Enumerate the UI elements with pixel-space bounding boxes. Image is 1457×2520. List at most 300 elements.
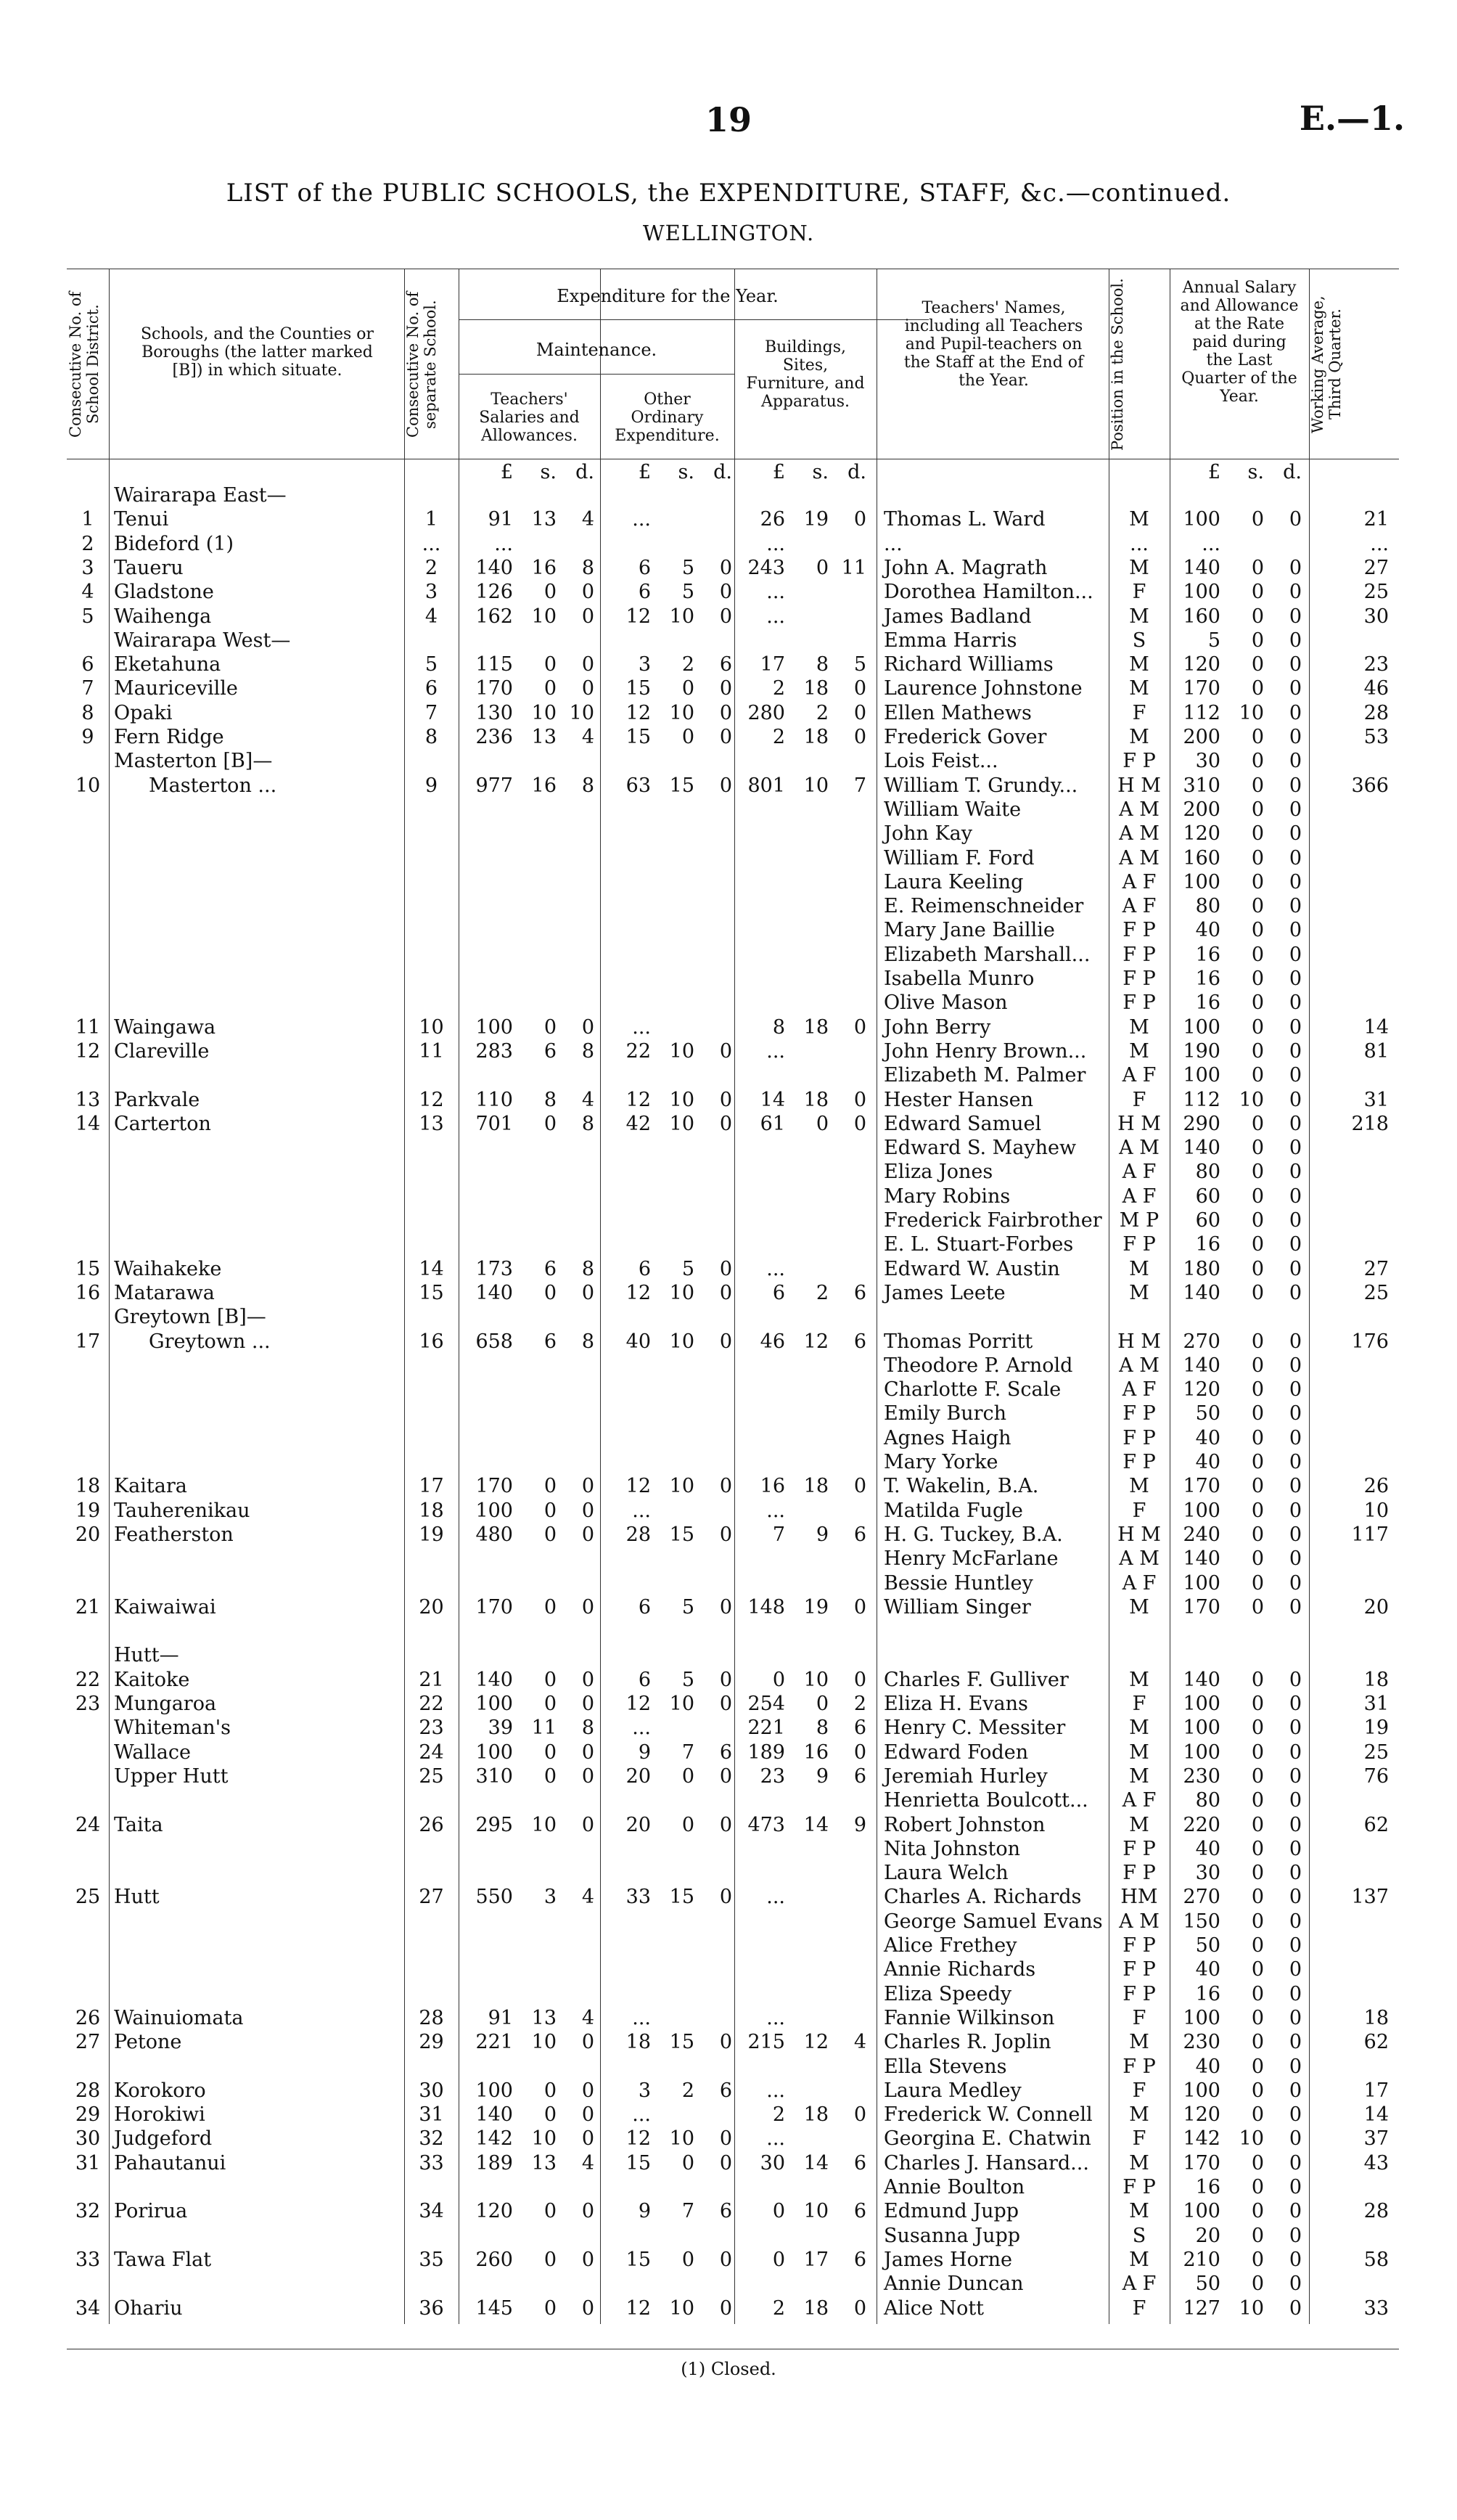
- position: F: [1132, 701, 1146, 724]
- amount-pence: 6: [853, 2151, 866, 2175]
- separate-no: 8: [424, 726, 438, 748]
- separate-no: 27: [419, 1886, 444, 1909]
- school-name: Wainuiomata: [114, 2006, 244, 2029]
- amount-pence: 0: [719, 1088, 732, 1111]
- school-name: Clareville: [114, 1039, 210, 1063]
- separate-no: 15: [419, 1281, 444, 1304]
- amount-shillings: 10: [669, 1330, 694, 1353]
- amount-pounds: 50: [1195, 1934, 1220, 1957]
- district-no: 18: [75, 1475, 101, 1498]
- amount-pence: 0: [581, 677, 594, 700]
- amount-pounds: 17: [760, 653, 785, 676]
- amount-pounds: 200: [1183, 726, 1220, 748]
- separate-no: 4: [424, 605, 438, 628]
- separate-no: 9: [424, 774, 438, 797]
- amount-shillings: 0: [1251, 943, 1264, 966]
- amount-pounds: 295: [475, 1813, 513, 1836]
- amount-shillings: 0: [1251, 2006, 1264, 2029]
- amount-shillings: 0: [1251, 677, 1264, 700]
- amount-pence: 6: [853, 1764, 866, 1788]
- teacher-name: William F. Ford: [884, 846, 1035, 870]
- amount-pence: 0: [853, 1740, 866, 1764]
- schools-table: [67, 269, 1399, 2324]
- position: M: [1129, 1257, 1149, 1280]
- amount-pounds: 140: [475, 2103, 513, 2127]
- amount-shillings: 0: [1251, 846, 1264, 870]
- amount-shillings: 0: [681, 2248, 694, 2271]
- teacher-name: Fannie Wilkinson: [884, 2006, 1055, 2029]
- amount-shillings: 0: [1251, 1064, 1264, 1087]
- amount-pounds: 240: [1183, 1523, 1220, 1546]
- teacher-name: Georgina E. Chatwin: [884, 2127, 1091, 2151]
- amount-pounds: 16: [1195, 1982, 1220, 2005]
- separate-no: 20: [419, 1595, 444, 1619]
- position: F P: [1122, 750, 1156, 773]
- amount-pence: 0: [719, 1886, 732, 1909]
- position: F P: [1122, 1958, 1156, 1981]
- working-average: 31: [1363, 1693, 1389, 1715]
- amount-pence: 0: [853, 1475, 866, 1498]
- amount-pence: 0: [719, 1475, 732, 1498]
- position: F P: [1122, 919, 1156, 942]
- amount-shillings: 17: [803, 2248, 829, 2271]
- amount-pounds: 100: [1183, 1015, 1220, 1039]
- district-no: 31: [75, 2151, 101, 2175]
- teacher-name: Edward S. Mayhew: [884, 1137, 1077, 1160]
- amount-pounds: ...: [632, 2103, 651, 2127]
- amount-pence: 0: [1289, 629, 1302, 652]
- teacher-name: Lois Feist...: [884, 750, 998, 773]
- amount-pounds: 658: [475, 1330, 513, 1353]
- amount-shillings: 18: [803, 1475, 829, 1498]
- school-name: Petone: [114, 2031, 182, 2054]
- amount-pounds: 120: [1183, 822, 1220, 846]
- amount-shillings: 0: [1251, 1015, 1264, 1039]
- amount-pounds: 290: [1183, 1112, 1220, 1135]
- position: F: [1132, 2079, 1146, 2102]
- header-expenditure: Expenditure for the Year.: [557, 286, 779, 306]
- teacher-name: Theodore P. Arnold: [884, 1354, 1073, 1377]
- amount-pounds: 16: [1195, 968, 1220, 990]
- amount-pence: 0: [719, 1257, 732, 1280]
- amount-pounds: 18: [625, 2031, 651, 2054]
- district-no: 22: [75, 1668, 101, 1691]
- amount-pounds: 140: [1183, 1137, 1220, 1160]
- working-average: 62: [1363, 2031, 1389, 2054]
- amount-pence: 0: [1289, 774, 1302, 797]
- working-average: 62: [1363, 1813, 1389, 1836]
- amount-pounds: 142: [475, 2127, 513, 2151]
- amount-pence: 0: [719, 1281, 732, 1304]
- teacher-name: Isabella Munro: [884, 968, 1035, 990]
- amount-shillings: 12: [803, 1330, 829, 1353]
- amount-shillings: 10: [669, 605, 694, 628]
- amount-shillings: 0: [543, 1595, 557, 1619]
- amount-pounds: 100: [1183, 1740, 1220, 1764]
- amount-pounds: 6: [638, 581, 651, 604]
- amount-pounds: 9: [638, 1740, 651, 1764]
- amount-shillings: 13: [531, 508, 557, 531]
- separate-no: 13: [419, 1112, 444, 1135]
- amount-pounds: 33: [625, 1886, 651, 1909]
- amount-shillings: 0: [1251, 968, 1264, 990]
- amount-shillings: 15: [669, 1886, 694, 1909]
- amount-pence: 0: [719, 1039, 732, 1063]
- amount-shillings: 0: [816, 1693, 829, 1715]
- position: M: [1129, 1740, 1149, 1764]
- amount-pounds: ...: [494, 532, 513, 555]
- separate-no: 14: [419, 1257, 444, 1280]
- teacher-name: Edward Samuel: [884, 1112, 1042, 1135]
- separate-no: 6: [424, 677, 438, 700]
- district-no: 26: [75, 2006, 101, 2029]
- teacher-name: Laura Medley: [884, 2079, 1022, 2102]
- amount-shillings: 5: [681, 556, 694, 579]
- amount-shillings: 10: [531, 605, 557, 628]
- amount-shillings: 0: [1251, 653, 1264, 676]
- amount-pounds: 0: [772, 1668, 785, 1691]
- working-average: 19: [1363, 1717, 1389, 1740]
- position: F P: [1122, 943, 1156, 966]
- amount-pence: 0: [1289, 508, 1302, 531]
- amount-pence: 0: [1289, 1451, 1302, 1473]
- position: F: [1132, 2127, 1146, 2151]
- district-no: 25: [75, 1886, 101, 1909]
- position: ...: [1130, 532, 1149, 555]
- amount-shillings: 11: [531, 1717, 557, 1740]
- amount-pounds: 160: [1183, 846, 1220, 870]
- amount-pence: 0: [1289, 1595, 1302, 1619]
- position: M: [1129, 2248, 1149, 2271]
- teacher-name: John Berry: [884, 1015, 991, 1039]
- amount-shillings: 13: [531, 2006, 557, 2029]
- amount-pence: 0: [1289, 895, 1302, 918]
- amount-pounds: ...: [632, 1015, 651, 1039]
- amount-shillings: 0: [1251, 1185, 1264, 1208]
- teacher-name: Edward Foden: [884, 1740, 1029, 1764]
- teacher-name: James Leete: [884, 1281, 1006, 1304]
- amount-pounds: 230: [1183, 2031, 1220, 2054]
- amount-shillings: 10: [669, 2127, 694, 2151]
- amount-pounds: 15: [625, 2151, 651, 2175]
- amount-shillings: 0: [681, 1764, 694, 1788]
- amount-pounds: 140: [475, 556, 513, 579]
- amount-shillings: 0: [543, 1740, 557, 1764]
- amount-shillings: 10: [531, 2031, 557, 2054]
- school-name: Tauherenikau: [114, 1499, 250, 1522]
- position: S: [1132, 2224, 1146, 2247]
- school-name: Kaitoke: [114, 1668, 190, 1691]
- district-no: 17: [75, 1330, 101, 1353]
- amount-pounds: 2: [772, 677, 785, 700]
- position: F: [1132, 2296, 1146, 2320]
- amount-pounds: 100: [1183, 1693, 1220, 1715]
- page-number: 19: [705, 100, 752, 139]
- lsd-header-pounds: £: [772, 461, 785, 483]
- amount-pence: 0: [1289, 943, 1302, 966]
- amount-pence: 0: [581, 1281, 594, 1304]
- amount-pence: 0: [1289, 1571, 1302, 1595]
- amount-pence: 9: [853, 1813, 866, 1836]
- amount-pence: 8: [581, 1112, 594, 1135]
- school-name: Tawa Flat: [114, 2248, 212, 2271]
- working-average: 25: [1363, 1740, 1389, 1764]
- amount-pounds: 30: [1195, 750, 1220, 773]
- lsd-header-pence: d.: [847, 461, 866, 483]
- amount-pence: 0: [1289, 2127, 1302, 2151]
- teacher-name: Laura Welch: [884, 1862, 1009, 1885]
- page-subtitle: WELLINGTON.: [642, 221, 815, 245]
- district-no: 12: [75, 1039, 101, 1063]
- amount-pence: 0: [719, 1693, 732, 1715]
- teacher-name: Henry C. Messiter: [884, 1717, 1066, 1740]
- amount-pence: 6: [853, 2248, 866, 2271]
- amount-shillings: 0: [1251, 1451, 1264, 1473]
- amount-pounds: 230: [1183, 1764, 1220, 1788]
- working-average: ...: [1370, 532, 1389, 555]
- amount-pounds: 140: [1183, 1281, 1220, 1304]
- district-no: 13: [75, 1088, 101, 1111]
- amount-pence: 6: [853, 1281, 866, 1304]
- amount-shillings: 0: [543, 2103, 557, 2127]
- amount-pounds: 39: [488, 1717, 513, 1740]
- position: F: [1132, 1693, 1146, 1715]
- position: M: [1129, 1015, 1149, 1039]
- school-name: Hutt—: [114, 1644, 179, 1667]
- amount-pence: 4: [853, 2031, 866, 2054]
- amount-pence: 6: [719, 653, 732, 676]
- amount-pounds: 6: [638, 556, 651, 579]
- position: A M: [1119, 1547, 1160, 1571]
- amount-shillings: 9: [816, 1523, 829, 1546]
- amount-shillings: 18: [803, 726, 829, 748]
- amount-pounds: 270: [1183, 1330, 1220, 1353]
- school-name: Pahautanui: [114, 2151, 226, 2175]
- amount-shillings: 0: [543, 1523, 557, 1546]
- amount-pounds: 150: [1183, 1910, 1220, 1933]
- amount-pence: 0: [1289, 822, 1302, 846]
- lsd-header-shillings: s.: [678, 461, 694, 483]
- working-average: 46: [1363, 677, 1389, 700]
- amount-pence: 0: [1289, 1837, 1302, 1860]
- school-name: Taueru: [114, 556, 184, 579]
- teacher-name: Emma Harris: [884, 629, 1017, 652]
- amount-pounds: 12: [625, 1281, 651, 1304]
- position: A F: [1122, 1789, 1157, 1812]
- amount-pounds: 40: [1195, 1451, 1220, 1473]
- amount-shillings: 0: [681, 677, 694, 700]
- amount-shillings: 0: [1251, 1257, 1264, 1280]
- separate-no: 10: [419, 1015, 444, 1039]
- amount-shillings: 13: [531, 2151, 557, 2175]
- amount-shillings: 5: [681, 1595, 694, 1619]
- amount-shillings: 10: [669, 1281, 694, 1304]
- amount-pence: 2: [853, 1693, 866, 1715]
- amount-pounds: 180: [1183, 1257, 1220, 1280]
- separate-no: 5: [424, 653, 438, 676]
- amount-pounds: 254: [747, 1693, 785, 1715]
- amount-pounds: 28: [625, 1523, 651, 1546]
- amount-pence: 0: [1289, 1354, 1302, 1377]
- amount-pounds: ...: [766, 1257, 785, 1280]
- amount-pounds: 15: [625, 726, 651, 748]
- amount-pounds: 12: [625, 1475, 651, 1498]
- separate-no: 24: [419, 1740, 444, 1764]
- lsd-header-pounds: £: [638, 461, 651, 483]
- separate-no: 33: [419, 2151, 444, 2175]
- district-no: 4: [81, 581, 94, 604]
- amount-shillings: 0: [1251, 556, 1264, 579]
- amount-pence: 0: [1289, 2296, 1302, 2320]
- working-average: 30: [1363, 605, 1389, 628]
- district-no: 29: [75, 2103, 101, 2127]
- teacher-name: Matilda Fugle: [884, 1499, 1023, 1522]
- teacher-name: Mary Jane Baillie: [884, 919, 1055, 942]
- position: A M: [1119, 846, 1160, 870]
- amount-pounds: 6: [772, 1281, 785, 1304]
- amount-pounds: 20: [625, 1764, 651, 1788]
- amount-pence: 0: [719, 677, 732, 700]
- amount-pence: 0: [1289, 677, 1302, 700]
- district-no: 11: [75, 1015, 101, 1039]
- amount-pounds: 100: [1183, 508, 1220, 531]
- amount-shillings: 16: [531, 556, 557, 579]
- district-no: 6: [81, 653, 94, 676]
- amount-pounds: 50: [1195, 2272, 1220, 2296]
- position: M: [1129, 1764, 1149, 1788]
- amount-shillings: 18: [803, 2296, 829, 2320]
- amount-pounds: 12: [625, 701, 651, 724]
- amount-pounds: 60: [1195, 1185, 1220, 1208]
- district-no: 32: [75, 2200, 101, 2223]
- amount-shillings: 0: [1251, 1837, 1264, 1860]
- amount-pounds: 221: [475, 2031, 513, 2054]
- amount-pounds: 16: [760, 1475, 785, 1498]
- position: A F: [1122, 1571, 1157, 1595]
- amount-pounds: 2: [772, 2103, 785, 2127]
- amount-shillings: 18: [803, 2103, 829, 2127]
- separate-no: 22: [419, 1693, 444, 1715]
- amount-pence: 0: [719, 2127, 732, 2151]
- teacher-name: Laura Keeling: [884, 870, 1024, 893]
- amount-shillings: 7: [681, 2200, 694, 2223]
- amount-pounds: 120: [1183, 653, 1220, 676]
- teacher-name: Hester Hansen: [884, 1088, 1033, 1111]
- amount-pence: 0: [1289, 1523, 1302, 1546]
- school-name: Carterton: [114, 1112, 211, 1135]
- amount-pounds: 100: [475, 2079, 513, 2102]
- amount-shillings: 2: [681, 2079, 694, 2102]
- amount-pounds: 7: [772, 1523, 785, 1546]
- amount-pence: 0: [1289, 1039, 1302, 1063]
- footnote: (1) Closed.: [681, 2359, 776, 2379]
- amount-pounds: 12: [625, 2296, 651, 2320]
- lsd-header-shillings: s.: [540, 461, 557, 483]
- amount-shillings: 18: [803, 677, 829, 700]
- amount-pence: 0: [1289, 1789, 1302, 1812]
- position: F P: [1122, 1982, 1156, 2005]
- school-name: Mauriceville: [114, 677, 238, 700]
- amount-pence: 0: [1289, 2176, 1302, 2198]
- position: M: [1129, 2151, 1149, 2175]
- teacher-name: Annie Duncan: [884, 2272, 1024, 2296]
- amount-pounds: 6: [638, 1668, 651, 1691]
- header-maintenance: Maintenance.: [535, 340, 657, 360]
- amount-pence: 0: [581, 653, 594, 676]
- working-average: 366: [1351, 774, 1389, 797]
- teacher-name: Olive Mason: [884, 991, 1008, 1015]
- amount-pounds: 473: [747, 1813, 785, 1836]
- amount-pounds: ...: [1202, 532, 1220, 555]
- amount-pounds: 120: [1183, 2103, 1220, 2127]
- amount-pounds: 0: [772, 2200, 785, 2223]
- amount-pounds: ...: [766, 1039, 785, 1063]
- header-buildings: Buildings, Sites, Furniture, and Apparatus.: [746, 338, 865, 411]
- amount-shillings: 0: [1251, 1595, 1264, 1619]
- amount-shillings: 14: [803, 1813, 829, 1836]
- amount-pence: 0: [719, 2296, 732, 2320]
- teacher-name: Edmund Jupp: [884, 2200, 1019, 2223]
- teacher-name: Bessie Huntley: [884, 1571, 1033, 1595]
- amount-pounds: 310: [1183, 774, 1220, 797]
- amount-pence: 0: [1289, 2006, 1302, 2029]
- amount-pounds: 50: [1195, 1402, 1220, 1425]
- district-no: 3: [81, 556, 94, 579]
- teacher-name: Charles J. Hansard...: [884, 2151, 1089, 2175]
- working-average: 53: [1363, 726, 1389, 748]
- amount-shillings: 3: [543, 1886, 557, 1909]
- separate-no: 35: [419, 2248, 444, 2271]
- amount-shillings: 0: [543, 653, 557, 676]
- amount-pounds: ...: [766, 532, 785, 555]
- amount-pence: 0: [1289, 1015, 1302, 1039]
- amount-shillings: 0: [543, 1668, 557, 1691]
- amount-pence: 0: [853, 508, 866, 531]
- amount-pounds: 15: [625, 2248, 651, 2271]
- amount-pence: 8: [581, 1257, 594, 1280]
- school-name: Upper Hutt: [114, 1764, 229, 1788]
- amount-pounds: 173: [475, 1257, 513, 1280]
- teacher-name: Thomas Porritt: [884, 1330, 1033, 1353]
- header-teachers: Teachers' Names, including all Teachers and Pupil-teachers on the Staff at the End of the Year.: [903, 299, 1084, 390]
- teacher-name: George Samuel Evans: [884, 1910, 1103, 1933]
- amount-shillings: 15: [669, 2031, 694, 2054]
- working-average: 14: [1363, 1015, 1389, 1039]
- amount-pounds: ...: [632, 2006, 651, 2029]
- amount-shillings: 0: [1251, 1764, 1264, 1788]
- amount-pence: 0: [853, 1595, 866, 1619]
- amount-pounds: 130: [475, 701, 513, 724]
- separate-no: 17: [419, 1475, 444, 1498]
- teacher-name: Charles F. Gulliver: [884, 1668, 1069, 1691]
- amount-pounds: 140: [1183, 1354, 1220, 1377]
- district-no: 33: [75, 2248, 101, 2271]
- separate-no: 12: [419, 1088, 444, 1111]
- district-no: 21: [75, 1595, 101, 1619]
- teacher-name: Frederick Fairbrother: [884, 1209, 1102, 1232]
- amount-pounds: 100: [1183, 1717, 1220, 1740]
- school-name: Opaki: [114, 701, 173, 724]
- position: A M: [1119, 1137, 1160, 1160]
- amount-pence: 0: [853, 1112, 866, 1135]
- separate-no: 1: [424, 508, 438, 531]
- amount-shillings: 0: [1251, 1693, 1264, 1715]
- amount-pence: 0: [1289, 1088, 1302, 1111]
- amount-pence: 0: [581, 1813, 594, 1836]
- amount-pounds: 210: [1183, 2248, 1220, 2271]
- position: F P: [1122, 991, 1156, 1015]
- separate-no: 18: [419, 1499, 444, 1522]
